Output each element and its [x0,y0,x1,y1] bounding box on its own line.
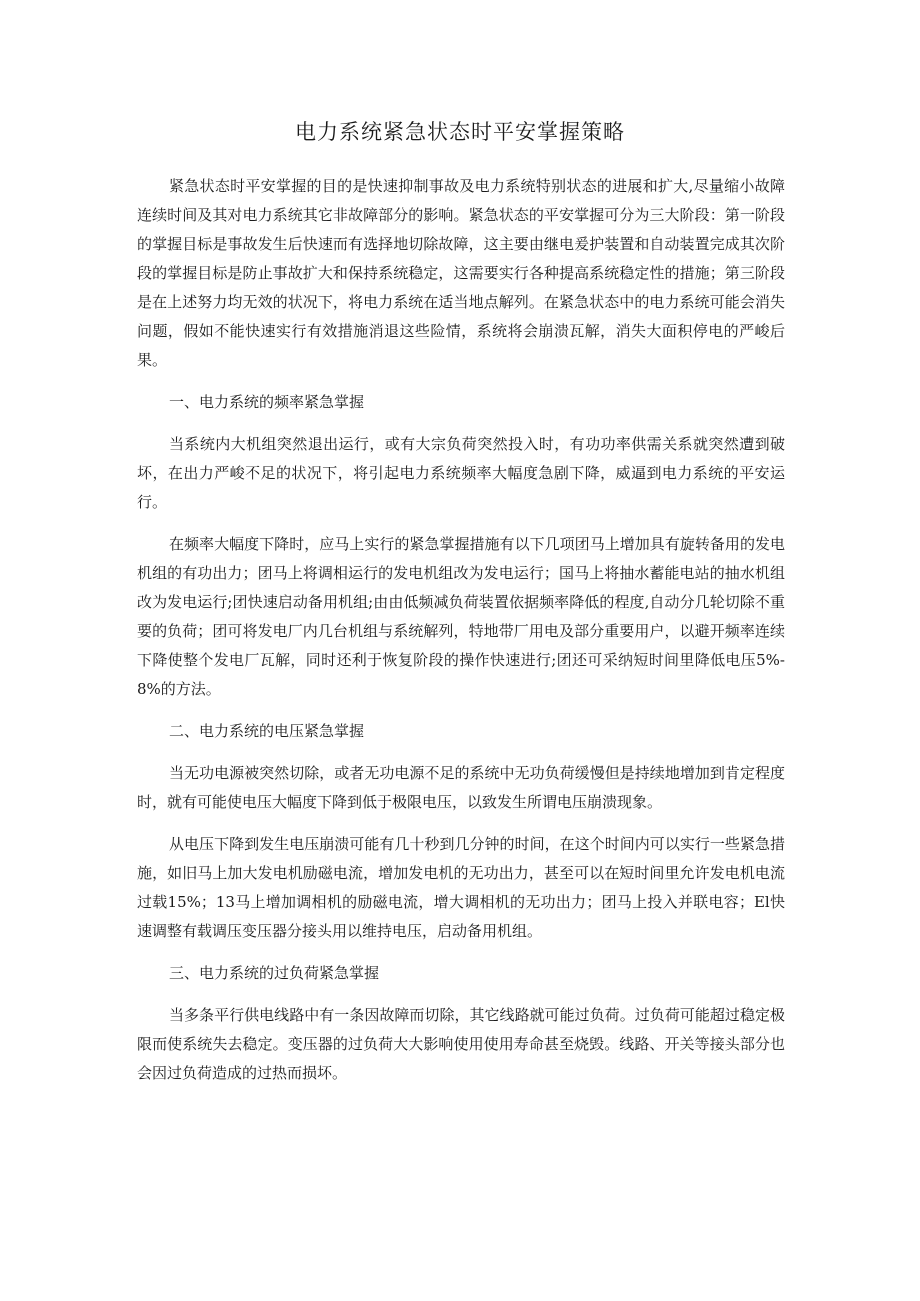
paragraph-voltage-cause: 当无功电源被突然切除，或者无功电源不足的系统中无功负荷缓慢但是持续地增加到肯定程度时，就有可能使电压大幅度下降到低于极限电压，以致发生所谓电压崩溃现象。 [137,764,785,811]
document-body [137,172,785,1101]
paragraph-intro: 紧急状态时平安掌握的目的是快速抑制事故及电力系统特别状态的进展和扩大,尽量缩小故障连续时间及其对电力系统其它非故障部分的影响。紧急状态的平安掌握可分为三大阶段：第一阶段的掌握目标是事故发生后快速而有选择地切除故障，这主要由继电爰护装置和自动装置完成其次阶段的掌握目标是防止事故扩大和保持系统稳定，这需要实行各种提高系统稳定性的措施；第三阶段是在上述努力均无效的状况下，将电力系统在适当地点解列。在紧急状态中的电力系统可能会消失问题，假如不能快速实行有效措施消退这些险情，系统将会崩溃瓦解，消失大面积停电的严峻后果。 [137,177,785,369]
paragraph-overload: 当多条平行供电线路中有一条因故障而切除，其它线路就可能过负荷。过负荷可能超过稳定极限而使系统失去稳定。变压器的过负荷大大影响使用使用寿命甚至烧毁。线路、开关等接头部分也会因过负荷造成的过热而损坏。 [137,1006,785,1082]
section-heading-voltage: 二、电力系统的电压紧急掌握 [169,722,365,740]
section-heading-frequency: 一、电力系统的频率紧急掌握 [169,393,365,411]
document-title: 电力系统紧急状态时平安掌握策略 [295,120,625,144]
paragraph-frequency-measures: 在频率大幅度下降时，应马上实行的紧急掌握措施有以下几项团马上增加具有旋转备用的发电机组的有功出力；团马上将调相运行的发电机组改为发电运行；国马上将抽水蓄能电站的抽水机组改为发电运行;团快速启动备用机组;由由低频减负荷装置依据频率降低的程度,自动分几轮切除不重要的负荷；团可将发电厂内几台机组与系统解列，特地带厂用电及部分重要用户，以避开频率连续下降使整个发电厂瓦解，同时还利于恢复阶段的操作快速进行;团还可采纳短时间里降低电压5%-8%的方法。 [137,535,785,698]
paragraph-frequency-cause: 当系统内大机组突然退出运行，或有大宗负荷突然投入时，有功功率供需关系就突然遭到破坏，在出力严峻不足的状况下，将引起电力系统频率大幅度急剧下降，威逼到电力系统的平安运行。 [137,435,785,511]
paragraph-voltage-measures: 从电压下降到发生电压崩溃可能有几十秒到几分钟的时间，在这个时间内可以实行一些紧急措施，如旧马上加大发电机励磁电流，增加发电机的无功出力，甚至可以在短时间里允许发电机电流过载15%；13马上增加调相机的励磁电流，增大调相机的无功出力；团马上投入并联电容；El快速调整有载调压变压器分接头用以维持电压，启动备用机组。 [137,835,785,940]
section-heading-overload: 三、电力系统的过负荷紧急掌握 [169,964,380,982]
